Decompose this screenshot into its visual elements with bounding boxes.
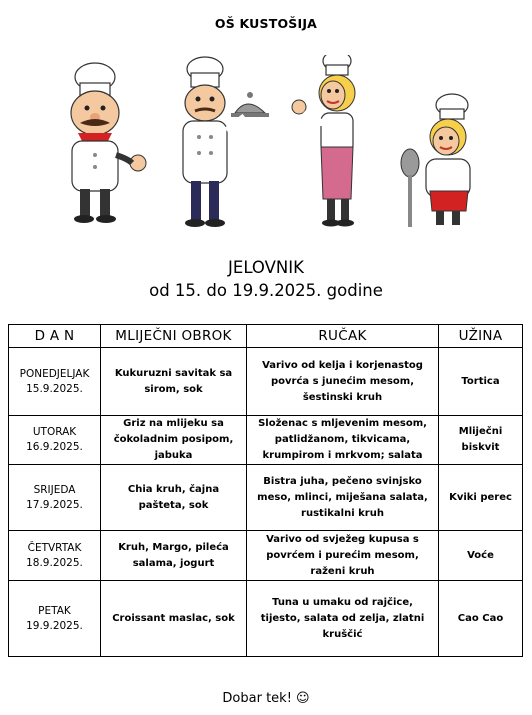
day-cell: [9, 531, 101, 581]
table-row: [9, 416, 523, 465]
chef-woman-icon: [292, 55, 355, 227]
chef-platter-icon: [183, 57, 269, 227]
menu-title-block: [0, 256, 532, 302]
milk-meal-cell: Croissant maslac, sok: [101, 581, 247, 657]
day-cell: [9, 348, 101, 416]
table-row: [9, 531, 523, 581]
day-date: 17.9.2025.: [26, 498, 83, 511]
menu-date-range: od 15. do 19.9.2025. godine: [149, 281, 383, 300]
lunch-cell: Varivo od kelja i korjenastog povrća s junećim mesom, šestinski kruh: [247, 348, 439, 416]
menu-header-row: [9, 325, 523, 348]
lunch-cell: Varivo od svježeg kupusa s povrćem i purećim mesom, raženi kruh: [247, 531, 439, 581]
lunch-cell: Tuna u umaku od rajčice, tijesto, salata od zelja, zlatni kruščić: [247, 581, 439, 657]
menu-table: [8, 324, 523, 657]
day-name: PONEDJELJAK: [19, 367, 90, 380]
header-milk-meal: MLIJEČNI OBROK: [101, 325, 247, 348]
milk-meal-cell: Griz na mlijeku sa čokoladnim posipom, jabuka: [101, 416, 247, 465]
milk-meal-cell: Kukuruzni savitak sa sirom, sok: [101, 348, 247, 416]
table-row: [9, 581, 523, 657]
milk-meal-cell: Kruh, Margo, pileća salama, jogurt: [101, 531, 247, 581]
snack-cell: Kviki perec: [439, 465, 523, 531]
day-cell: [9, 581, 101, 657]
chefs-illustration: [50, 55, 490, 235]
milk-meal-cell: Chia kruh, čajna pašteta, sok: [101, 465, 247, 531]
day-cell: [9, 416, 101, 465]
chef-mustache-icon: [71, 63, 146, 223]
snack-cell: Tortica: [439, 348, 523, 416]
day-cell: [9, 465, 101, 531]
closing-greeting: Dobar tek! ☺: [222, 691, 310, 706]
snack-cell: Mliječni biskvit: [439, 416, 523, 465]
table-row: [9, 348, 523, 416]
chef-girl-spoon-icon: [401, 94, 470, 227]
snack-cell: Cao Cao: [439, 581, 523, 657]
day-date: 16.9.2025.: [26, 441, 83, 453]
day-name: UTORAK: [32, 426, 77, 438]
header-day: D A N: [9, 325, 101, 348]
day-name: PETAK: [38, 604, 71, 617]
day-name: SRIJEDA: [33, 483, 76, 496]
table-row: [9, 465, 523, 531]
header-snack: UŽINA: [439, 325, 523, 348]
day-date: 15.9.2025.: [26, 382, 83, 395]
menu-title: JELOVNIK: [228, 258, 304, 277]
day-date: 18.9.2025.: [26, 556, 83, 569]
lunch-cell: Bistra juha, pečeno svinjsko meso, mlinci, miješana salata, rustikalni kruh: [247, 465, 439, 531]
school-name: OŠ KUSTOŠIJA: [214, 16, 318, 31]
day-date: 19.9.2025.: [26, 619, 83, 632]
header-lunch: RUČAK: [247, 325, 439, 348]
day-name: ČETVRTAK: [27, 541, 82, 554]
lunch-cell: Složenac s mljevenim mesom, patlidžanom, tikvicama, krumpirom i mrkvom; salata: [247, 416, 439, 465]
snack-cell: Voće: [439, 531, 523, 581]
